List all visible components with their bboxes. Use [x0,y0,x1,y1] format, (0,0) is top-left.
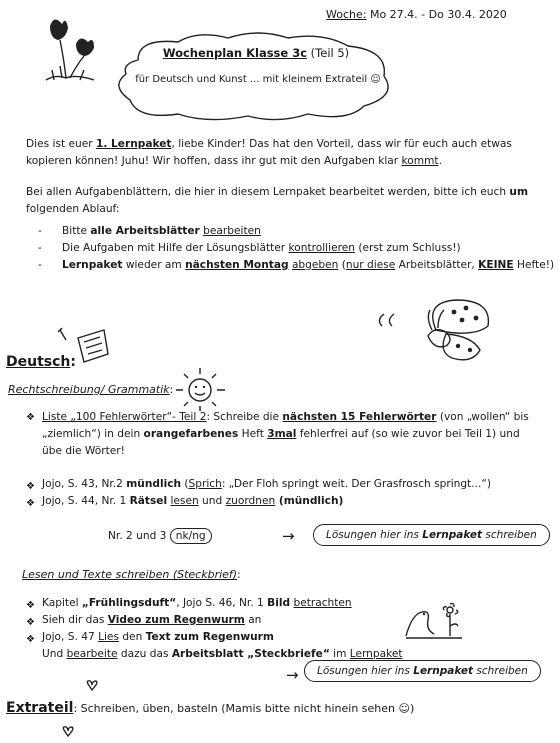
dash-marker: - [38,242,42,254]
heart-doodle-icon [60,726,80,740]
task-jojo-44: Jojo, S. 44, Nr. 1 Rätsel lesen und zuordnen (mündlich) [42,495,344,507]
bullet-marker: ❖ [26,600,35,611]
nr-2-3-line: Nr. 2 und 3 nk/ng [108,530,212,542]
step-3: Lernpaket wieder am nächsten Montag abgeben (nur diese Arbeitsblätter, KEINE Hefte!) [62,259,555,271]
flower-doodle-icon [36,14,106,86]
intro-paragraph-1: Dies ist euer 1. Lernpaket, liebe Kinder! Das hat den Vorteil, dass wir für euch auch etwas kopieren können! Juhu! Wir hoffen, dass ihr gut mit den Aufgaben klar kommt. [26,138,512,167]
bullet-marker: ❖ [26,498,35,509]
solution-bubble-2: Lösungen hier ins Lernpaket schreiben [304,660,541,682]
task-jojo-47: Jojo, S. 47 Lies den Text zum Regenwurm [42,631,274,643]
task-video: Sieh dir das Video zum Regenwurm an [42,614,262,626]
bullet-marker: ❖ [26,617,35,628]
task-jojo-43: Jojo, S. 43, Nr.2 mündlich (Sprich: „Der Floh springt weit. Der Grasfrosch springt...“) [42,478,491,490]
bullet-marker: ❖ [26,481,35,492]
page-subtitle: für Deutsch und Kunst ... mit kleinem Extrateil ☺ [135,74,381,85]
week-range: Woche: Mo 27.4. - Do 30.4. 2020 [326,8,507,21]
extrateil-line: Extrateil: Schreiben, üben, basteln (Mamis bitte nicht hinein sehen ☺) [6,700,415,716]
bullet-marker: ❖ [26,412,35,423]
solution-bubble-1: Lösungen hier ins Lernpaket schreiben [313,524,550,546]
section-rechtschreibung: Rechtschreibung/ Grammatik: [8,383,174,396]
intro-paragraph-2: Bei allen Aufgabenblättern, die hier in diesem Lernpaket bearbeitet werden, bitte ich euch um folgenden Ablauf: [26,186,529,215]
dash-marker: - [38,225,42,237]
heart-doodle-icon [84,680,104,694]
step-1: Bitte alle Arbeitsblätter bearbeiten [62,225,261,237]
task-kapitel: Kapitel „Frühlingsduft“, Jojo S. 46, Nr. 1 Bild betrachten [42,597,352,609]
section-lesen: Lesen und Texte schreiben (Steckbrief): [22,568,241,581]
sun-doodle-icon [172,366,230,412]
dash-marker: - [38,259,42,271]
deutsch-heading: Deutsch: [6,354,76,370]
task-fehlerwoerter: Liste „100 Fehlerwörter“- Teil 2: Schreibe die nächsten 15 Fehlerwörter (von „wollen“ bis „ziemlich“) in dein orangefarbenes Heft 3mal fehlerfrei auf (so wie zuvor bei Teil 1) und übe die Wörter! [42,411,529,457]
bullet-marker: ❖ [26,634,35,645]
task-steckbrief: Und bearbeite dazu das Arbeitsblatt „Steckbriefe“ im Lernpaket [42,648,403,660]
step-2: Die Aufgaben mit Hilfe der Lösungsblätter kontrollieren (erst zum Schluss!) [62,242,461,254]
arrow-icon: → [282,527,295,545]
worm-flower-doodle-icon [404,600,464,642]
arrow-icon: → [286,666,299,684]
nk-ng-circle: nk/ng [170,528,212,544]
page-title: Wochenplan Klasse 3c (Teil 5) [162,46,350,60]
butterfly-doodle-icon [376,296,506,366]
